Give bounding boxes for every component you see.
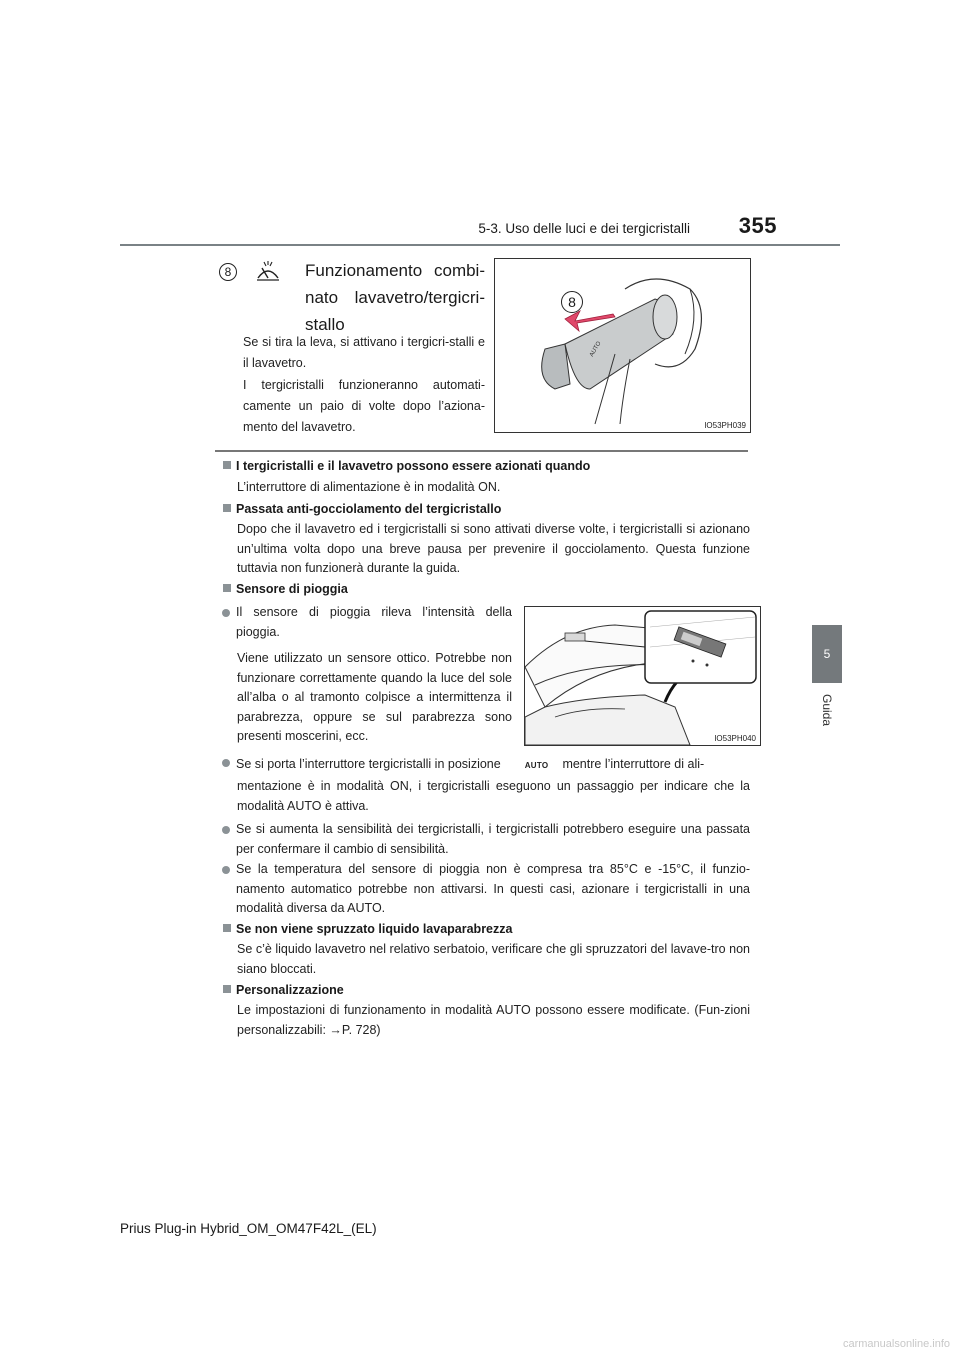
section-separator xyxy=(215,450,748,452)
note-4-heading: Se non viene spruzzato liquido lavaparabrezza xyxy=(223,920,753,939)
square-bullet-icon xyxy=(223,461,231,469)
square-bullet-icon xyxy=(223,924,231,932)
figure-code: IO53PH039 xyxy=(704,421,746,430)
note-1-heading: I tergicristalli e il lavavetro possono essere azionati quando xyxy=(223,457,753,476)
header-rule xyxy=(120,244,840,246)
function-description-2: I tergicristalli funzioneranno automati-camente un paio di volte dopo l’aziona-mento del lavavetro. xyxy=(243,378,485,434)
watermark: carmanualsonline.info xyxy=(842,1338,950,1350)
figure-callout-8: 8 xyxy=(561,291,583,313)
item-number-badge: 8 xyxy=(219,263,237,281)
function-title-line2: nato lavavetro/tergicri- xyxy=(305,288,485,307)
square-bullet-icon xyxy=(223,504,231,512)
chapter-label: Guida xyxy=(820,693,834,727)
rain-sensor-bullet-1: Il sensore di pioggia rileva l’intensità della pioggia. Viene utilizzato un sensore ottico. Potrebbe non funzionare correttamente quando la luce del sole all’alba o al tramonto colpisce a intermittenza il parabrezza, oppure se sul parabrezza sono presenti moscerini, ecc. xyxy=(222,603,512,747)
rain-sensor-figure xyxy=(524,606,761,746)
round-bullet-icon xyxy=(222,866,230,874)
note-2-text: Dopo che il lavavetro ed i tergicristalli si sono attivati diverse volte, i tergicristalli si azionano un’ultima volta dopo una breve pausa per prevenire il gocciolamento. Questa funzione tuttavia non funzionerà durante la guida. xyxy=(237,522,750,575)
function-title-line1: Funzionamento combi- xyxy=(305,261,485,280)
function-title xyxy=(305,260,485,335)
note-2-heading: Passata anti-gocciolamento del tergicristallo xyxy=(223,500,753,519)
section-title: 5-3. Uso delle luci e dei tergicristalli xyxy=(478,221,690,236)
manual-id: Prius Plug-in Hybrid_OM_OM47F42L_(EL) xyxy=(120,1221,377,1236)
note-5-text: Le impostazioni di funzionamento in modalità AUTO possono essere modificate. (Fun-zioni personalizzabili: →P. 728) xyxy=(237,1003,750,1037)
note-4-text: Se c’è liquido lavavetro nel relativo serbatoio, verificare che gli spruzzatori del lavave-tro non siano bloccati. xyxy=(237,942,750,976)
svg-text:AUTO: AUTO xyxy=(589,340,603,358)
note-5-heading: Personalizzazione xyxy=(223,981,753,1000)
figure-code: IO53PH040 xyxy=(714,734,756,743)
rain-sensor-bullet-2: Se si porta l’interruttore tergicristalli in posizione AUTO mentre l’interruttore di ali- xyxy=(222,754,752,776)
function-description-1: Se si tira la leva, si attivano i tergicri-stalli e il lavavetro. xyxy=(243,335,485,370)
lever-figure xyxy=(494,258,751,433)
note-1-text: L’interruttore di alimentazione è in modalità ON. xyxy=(237,480,501,494)
rain-sensor-bullet-2-cont: mentazione è in modalità ON, i tergicristalli eseguono un passaggio per indicare che la modalità AUTO è attiva. xyxy=(237,779,750,813)
function-title-line3: stallo xyxy=(305,315,345,334)
rain-sensor-bullet-3: Se si aumenta la sensibilità dei tergicristalli, i tergicristalli potrebbero eseguire una passata per confermare il cambio di sensibilità. xyxy=(222,820,750,859)
rain-sensor-bullet-4: Se la temperatura del sensore di pioggia non è compresa tra 85°C e -15°C, il funzio-namento automatico potrebbe non attivarsi. In questi casi, azionare i tergicristalli in una modalità diversa da AUTO. xyxy=(222,860,750,919)
square-bullet-icon xyxy=(223,584,231,592)
auto-position-icon: AUTO xyxy=(524,761,549,770)
round-bullet-icon xyxy=(222,759,230,767)
square-bullet-icon xyxy=(223,985,231,993)
note-3-heading: Sensore di pioggia xyxy=(223,580,753,599)
round-bullet-icon xyxy=(222,609,230,617)
washer-wiper-icon xyxy=(255,260,281,284)
chapter-tab[interactable]: 5 xyxy=(812,625,842,683)
page-number: 355 xyxy=(738,213,777,238)
round-bullet-icon xyxy=(222,826,230,834)
